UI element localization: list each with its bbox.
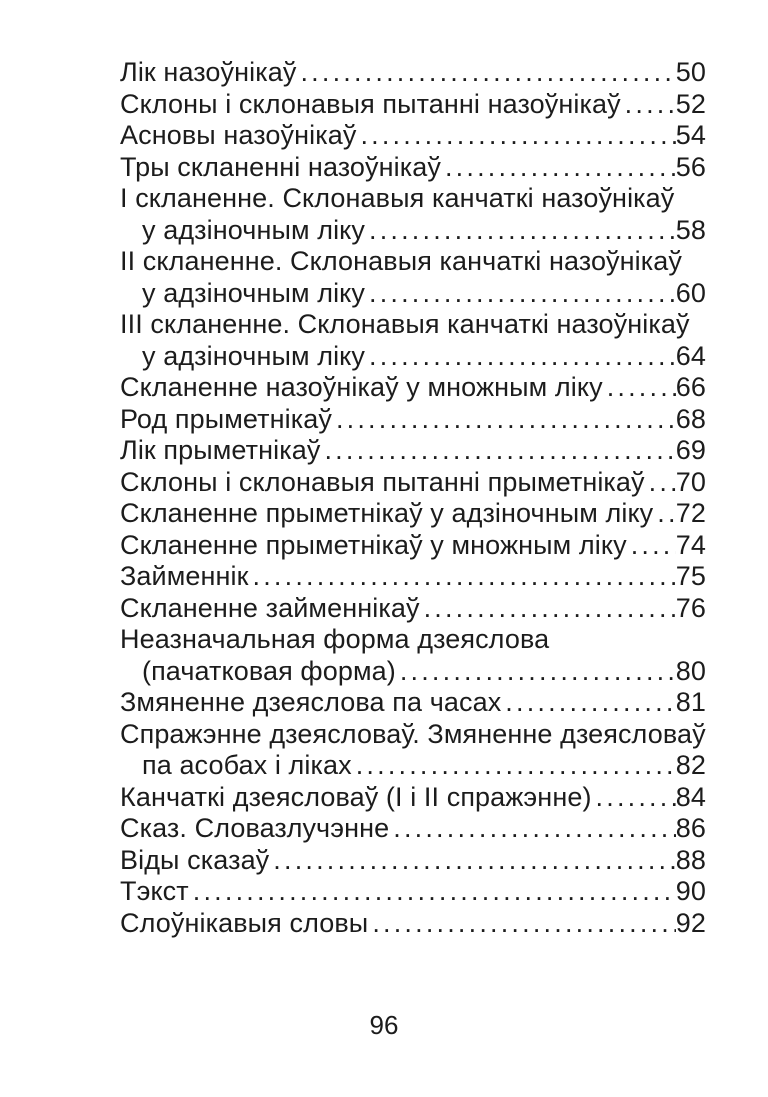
dot-leader xyxy=(253,561,676,593)
toc-entry-title: Склоны і склонавыя пытанні прыметнікаў xyxy=(120,466,645,497)
dot-leader xyxy=(596,782,676,814)
toc-entry-title: Лік прыметнікаў xyxy=(120,435,321,465)
toc-entry xyxy=(120,57,706,89)
toc-entry-page-number: 66 xyxy=(675,372,706,402)
toc-entry-page-number: 81 xyxy=(675,687,706,717)
toc-entry-title: па асобах і ліках xyxy=(142,750,352,780)
dot-leader xyxy=(607,372,676,404)
toc-entry xyxy=(120,593,706,625)
toc-entry-title-line: II скланенне. Склонавыя канчаткі назоўнікаў xyxy=(120,246,682,276)
dot-leader xyxy=(649,467,676,499)
toc-entry-page-number: 90 xyxy=(675,876,706,906)
toc-entry xyxy=(120,687,706,719)
toc-entry-title: Слоўнікавыя словы xyxy=(120,907,369,938)
toc-entry-row xyxy=(120,593,706,625)
toc-entry-page-number: 80 xyxy=(675,655,706,686)
toc-entry-row xyxy=(120,845,706,877)
toc-entry-row xyxy=(120,404,706,436)
dot-leader xyxy=(625,89,676,121)
toc-entry xyxy=(120,624,706,687)
toc-entry-title-line: III скланенне. Склонавыя канчаткі назоўнікаў xyxy=(120,309,690,339)
table-of-contents xyxy=(120,57,706,939)
toc-entry xyxy=(120,782,706,814)
dot-leader xyxy=(400,656,676,688)
toc-entry-title-line: I скланенне. Склонавыя канчаткі назоўнікаў xyxy=(120,183,675,213)
toc-entry-title: у адзіночным ліку xyxy=(142,214,365,245)
dot-leader xyxy=(631,530,676,562)
toc-entry-row xyxy=(120,89,706,121)
toc-entry-row xyxy=(120,215,706,247)
dot-leader xyxy=(356,750,676,782)
toc-entry xyxy=(120,183,706,246)
toc-entry-title: Род прыметнікаў xyxy=(120,403,332,434)
toc-entry-page-number: 92 xyxy=(675,907,706,938)
toc-entry xyxy=(120,152,706,184)
toc-entry-row xyxy=(120,561,706,593)
toc-entry-page-number: 88 xyxy=(675,844,706,875)
toc-entry-row xyxy=(120,908,706,940)
toc-entry-row xyxy=(120,152,706,184)
toc-entry-page-number: 84 xyxy=(675,781,706,812)
toc-entry xyxy=(120,120,706,152)
dot-leader xyxy=(324,435,675,467)
toc-entry-page-number: 75 xyxy=(675,561,706,591)
toc-entry-title-line: Спражэнне дзеясловаў. Змяненне дзеясловаў xyxy=(120,718,706,749)
dot-leader xyxy=(424,593,676,625)
toc-entry xyxy=(120,435,706,467)
page-number: 96 xyxy=(369,1010,399,1040)
toc-entry-row xyxy=(120,876,706,908)
toc-entry-page-number: 56 xyxy=(675,151,706,182)
toc-entry-page-number: 64 xyxy=(675,340,706,371)
toc-entry xyxy=(120,404,706,436)
toc-entry-row xyxy=(120,656,706,688)
toc-entry-page-number: 60 xyxy=(675,277,706,308)
toc-entry xyxy=(120,89,706,121)
toc-entry-page-number: 70 xyxy=(675,466,706,497)
toc-entry xyxy=(120,845,706,877)
dot-leader xyxy=(336,404,676,436)
dot-leader xyxy=(505,687,675,719)
dot-leader xyxy=(445,152,676,184)
toc-entry xyxy=(120,467,706,499)
toc-entry xyxy=(120,876,706,908)
toc-entry xyxy=(120,719,706,782)
toc-entry-row xyxy=(120,278,706,310)
toc-entry xyxy=(120,561,706,593)
dot-leader xyxy=(369,278,676,310)
toc-entry-title: Сказ. Словазлучэнне xyxy=(120,813,390,843)
toc-entry-row xyxy=(120,435,706,467)
dot-leader xyxy=(369,341,676,373)
toc-entry-title: у адзіночным ліку xyxy=(142,277,365,308)
toc-entry-page-number: 86 xyxy=(675,813,706,843)
toc-entry-row xyxy=(120,498,706,530)
dot-leader xyxy=(193,876,676,908)
toc-entry-title: (пачатковая форма) xyxy=(142,655,396,686)
toc-entry-row xyxy=(120,782,706,814)
toc-entry-page-number: 72 xyxy=(675,498,706,528)
toc-entry-title: Канчаткі дзеясловаў (I і II спражэнне) xyxy=(120,781,592,812)
toc-entry-title: Лік назоўнікаў xyxy=(120,57,297,87)
toc-entry-row xyxy=(120,120,706,152)
toc-entry-title: Скланенне прыметнікаў у множным ліку xyxy=(120,529,627,560)
dot-leader xyxy=(369,215,676,247)
toc-entry-title: Займеннік xyxy=(120,561,249,591)
toc-entry xyxy=(120,530,706,562)
toc-entry-row xyxy=(120,467,706,499)
dot-leader xyxy=(657,498,675,530)
toc-entry-page-number: 76 xyxy=(675,592,706,623)
toc-entry xyxy=(120,246,706,309)
toc-entry-title: Скланенне прыметнікаў у адзіночным ліку xyxy=(120,498,654,528)
toc-entry-page-number: 54 xyxy=(675,120,706,150)
dot-leader xyxy=(393,813,676,845)
toc-entry-row xyxy=(120,372,706,404)
toc-entry-title-line: Неазначальная форма дзеяслова xyxy=(120,624,550,654)
toc-entry-title: Скланенне назоўнікаў у множным ліку xyxy=(120,372,603,402)
toc-entry xyxy=(120,372,706,404)
toc-entry-row xyxy=(120,813,706,845)
toc-entry-page-number: 68 xyxy=(675,403,706,434)
toc-entry-page-number: 52 xyxy=(675,88,706,119)
toc-entry xyxy=(120,908,706,940)
toc-entry-page-number: 69 xyxy=(675,435,706,465)
toc-entry-row xyxy=(120,687,706,719)
page-footer xyxy=(0,1010,768,1040)
toc-entry xyxy=(120,309,706,372)
toc-entry-title: Змяненне дзеяслова па часах xyxy=(120,687,502,717)
toc-entry-row xyxy=(120,530,706,562)
toc-entry-row xyxy=(120,57,706,89)
dot-leader xyxy=(273,845,675,877)
dot-leader xyxy=(300,57,675,89)
toc-entry-page-number: 58 xyxy=(675,214,706,245)
toc-entry-row xyxy=(120,341,706,373)
toc-entry-title: Асновы назоўнікаў xyxy=(120,120,357,150)
toc-entry xyxy=(120,498,706,530)
toc-entry-row xyxy=(120,750,706,782)
toc-entry-title: Тры скланенні назоўнікаў xyxy=(120,151,441,182)
toc-entry-title: Склоны і склонавыя пытанні назоўнікаў xyxy=(120,88,621,119)
toc-entry xyxy=(120,813,706,845)
toc-entry-page-number: 82 xyxy=(675,750,706,780)
toc-entry-page-number: 50 xyxy=(675,57,706,87)
toc-entry-title: Скланенне займеннікаў xyxy=(120,592,420,623)
toc-entry-title: у адзіночным ліку xyxy=(142,340,365,371)
dot-leader xyxy=(360,120,675,152)
dot-leader xyxy=(372,908,675,940)
toc-entry-title: Віды сказаў xyxy=(120,844,270,875)
toc-entry-page-number: 74 xyxy=(675,529,706,560)
toc-entry-title: Тэкст xyxy=(120,876,189,906)
